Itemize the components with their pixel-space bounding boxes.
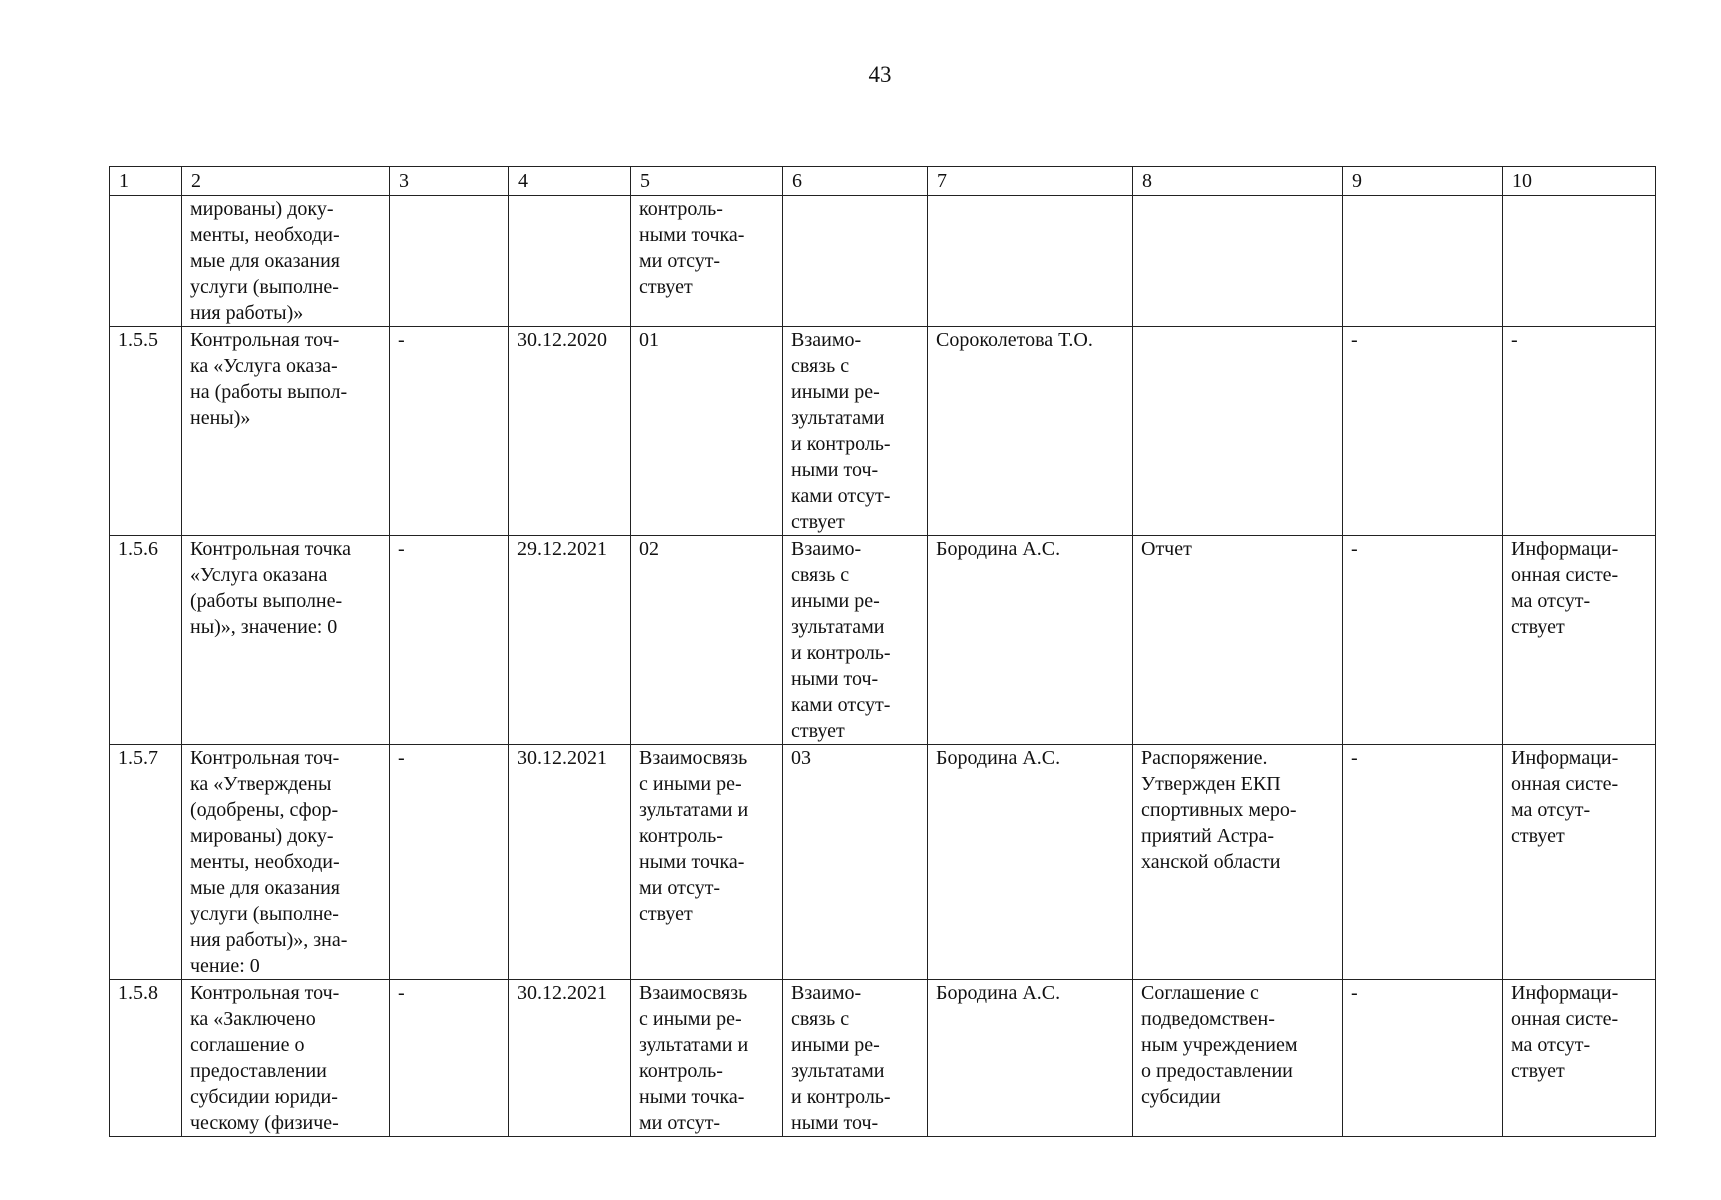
relation-cell: 01 (631, 327, 783, 536)
start-date-cell: - (390, 536, 509, 745)
column-header: 8 (1133, 167, 1343, 196)
column-number-row (110, 167, 1656, 196)
page-number: 43 (868, 62, 892, 87)
relation-cell: Взаимо- связь с иными ре- зультатами и контроль- ными точ- (783, 980, 928, 1137)
table-row (110, 327, 1656, 536)
column-header: 4 (509, 167, 631, 196)
column-header: 3 (390, 167, 509, 196)
document-cell (1133, 196, 1343, 327)
row-number-cell: 1.5.5 (110, 327, 182, 536)
control-point-cell: Контрольная точка «Услуга оказана (работы выполне- ны)», значение: 0 (182, 536, 390, 745)
relation-cell: контроль- ными точка- ми отсут- ствует (631, 196, 783, 327)
end-date-cell (509, 196, 631, 327)
start-date-cell: - (390, 745, 509, 980)
start-date-cell: - (390, 980, 509, 1137)
responsible-cell: Бородина А.С. (928, 980, 1133, 1137)
responsible-cell: Бородина А.С. (928, 536, 1133, 745)
relation-cell: 02 (631, 536, 783, 745)
relation-cell (783, 196, 928, 327)
column-header: 9 (1343, 167, 1503, 196)
control-point-cell: Контрольная точ- ка «Утверждены (одобрены, сфор- мированы) доку- менты, необходи- мые для оказания услуги (выполне- ния работы)», зна- чение: 0 (182, 745, 390, 980)
table-row (110, 196, 1656, 327)
end-date-cell: 30.12.2020 (509, 327, 631, 536)
start-date-cell (390, 196, 509, 327)
column-9-cell (1343, 196, 1503, 327)
table-row (110, 536, 1656, 745)
document-cell: Соглашение с подведомствен- ным учреждением о предоставлении субсидии (1133, 980, 1343, 1137)
row-number-cell: 1.5.6 (110, 536, 182, 745)
row-number-cell (110, 196, 182, 327)
column-header: 5 (631, 167, 783, 196)
column-9-cell: - (1343, 327, 1503, 536)
column-header: 6 (783, 167, 928, 196)
relation-cell: 03 (783, 745, 928, 980)
column-header: 2 (182, 167, 390, 196)
activity-plan-table (109, 166, 1656, 1137)
control-point-cell: Контрольная точ- ка «Услуга оказа- на (работы выпол- нены)» (182, 327, 390, 536)
responsible-cell: Бородина А.С. (928, 745, 1133, 980)
table-row (110, 980, 1656, 1137)
column-header: 1 (110, 167, 182, 196)
document-cell (1133, 327, 1343, 536)
column-9-cell: - (1343, 745, 1503, 980)
column-9-cell: - (1343, 536, 1503, 745)
row-number-cell: 1.5.8 (110, 980, 182, 1137)
relation-cell: Взаимо- связь с иными ре- зультатами и контроль- ными точ- ками отсут- ствует (783, 536, 928, 745)
relation-cell: Взаимосвязь с иными ре- зультатами и контроль- ными точка- ми отсут- (631, 980, 783, 1137)
control-point-cell: Контрольная точ- ка «Заключено соглашение о предоставлении субсидии юриди- ческому (физиче- (182, 980, 390, 1137)
column-header: 10 (1503, 167, 1656, 196)
document-cell: Отчет (1133, 536, 1343, 745)
start-date-cell: - (390, 327, 509, 536)
end-date-cell: 29.12.2021 (509, 536, 631, 745)
column-header: 7 (928, 167, 1133, 196)
document-cell: Распоряжение. Утвержден ЕКП спортивных меро- приятий Астра- ханской области (1133, 745, 1343, 980)
relation-cell: Взаимосвязь с иными ре- зультатами и контроль- ными точка- ми отсут- ствует (631, 745, 783, 980)
information-system-cell: Информаци- онная систе- ма отсут- ствует (1503, 980, 1656, 1137)
column-9-cell: - (1343, 980, 1503, 1137)
table-row (110, 745, 1656, 980)
end-date-cell: 30.12.2021 (509, 745, 631, 980)
responsible-cell (928, 196, 1133, 327)
information-system-cell (1503, 196, 1656, 327)
responsible-cell: Сороколетова Т.О. (928, 327, 1133, 536)
row-number-cell: 1.5.7 (110, 745, 182, 980)
relation-cell: Взаимо- связь с иными ре- зультатами и контроль- ными точ- ками отсут- ствует (783, 327, 928, 536)
information-system-cell: Информаци- онная систе- ма отсут- ствует (1503, 536, 1656, 745)
information-system-cell: Информаци- онная систе- ма отсут- ствует (1503, 745, 1656, 980)
control-point-cell: мированы) доку- менты, необходи- мые для оказания услуги (выполне- ния работы)» (182, 196, 390, 327)
information-system-cell: - (1503, 327, 1656, 536)
end-date-cell: 30.12.2021 (509, 980, 631, 1137)
